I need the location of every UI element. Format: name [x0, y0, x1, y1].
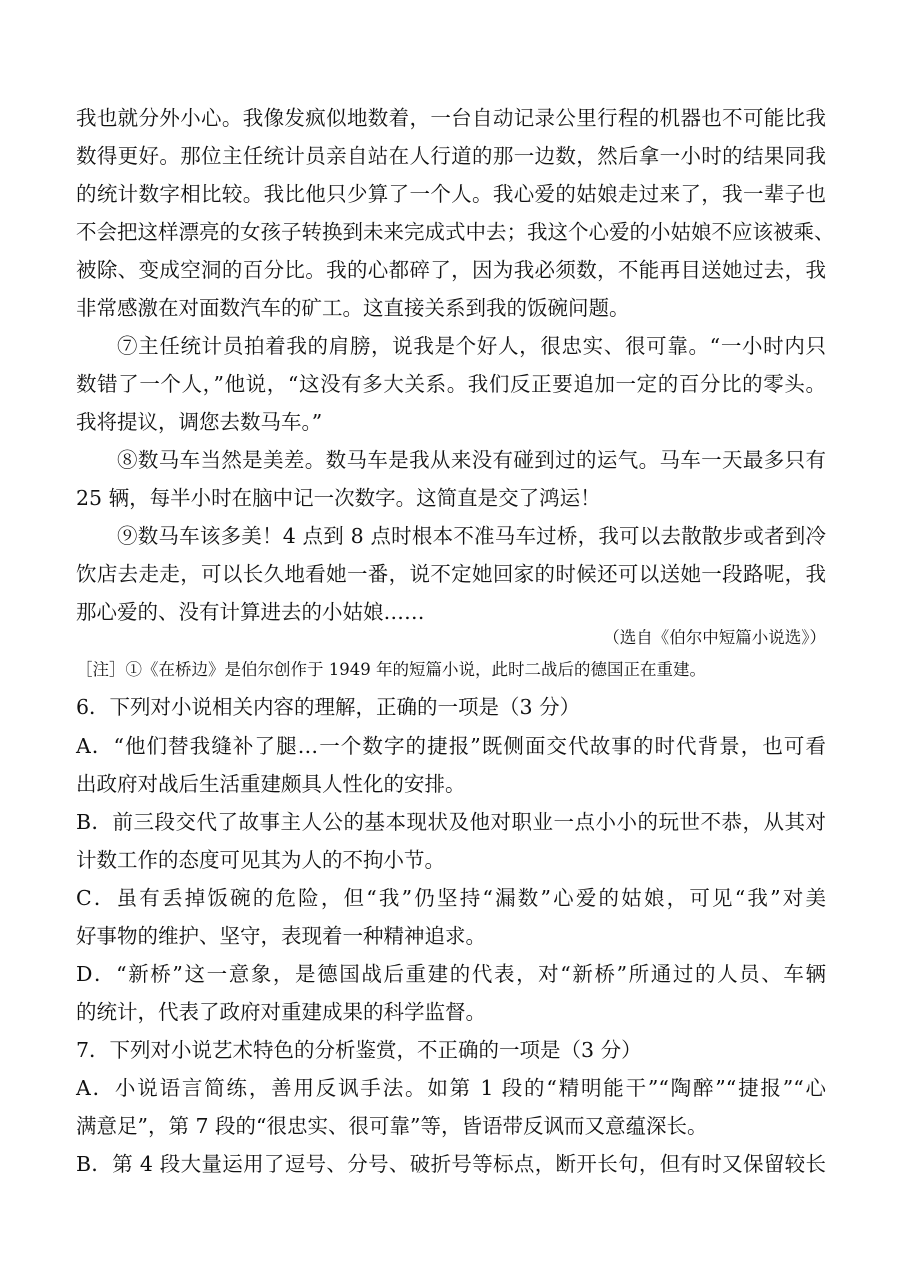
passage-line: 不会把这样漂亮的女孩子转换到未来完成式中去；我这个心爱的小姑娘不应该被乘、: [76, 220, 835, 244]
option-b-line: B．前三段交代了故事主人公的基本现状及他对职业一点小小的玩世不恭，从其对: [76, 810, 826, 834]
source-citation: （选自《伯尔中短篇小说选》）: [603, 628, 826, 647]
option-c-line: C．虽有丢掉饭碗的危险，但“我”仍坚持“漏数”心爱的姑娘，可见“我”对美: [76, 886, 826, 910]
option-a-line: A．“他们替我缝补了腿…一个数字的捷报”既侧面交代故事的时代背景，也可看: [76, 734, 826, 758]
passage-line: 我也就分外小心。我像发疯似地数着，一台自动记录公里行程的机器也不可能比我: [76, 106, 826, 130]
option-a-line: A．小说语言简练，善用反讽手法。如第 1 段的“精明能干”“陶醉”“捷报”“心: [76, 1076, 826, 1100]
question-stem: 7．下列对小说艺术特色的分析鉴赏，不正确的一项是（3 分）: [76, 1038, 642, 1062]
option-b-line: 计数工作的态度可见其为人的不拘小节。: [76, 848, 445, 872]
option-a-line: 满意足”，第 7 段的“很忠实、很可靠”等，皆语带反讽而又意蕴深长。: [76, 1114, 708, 1138]
passage-line: 我将提议，调您去数马车。”: [76, 410, 323, 434]
passage-line: 的统计数字相比较。我比他只少算了一个人。我心爱的姑娘走过来了，我一辈子也: [76, 182, 826, 206]
passage-line: 数得更好。那位主任统计员亲自站在人行道的那一边数，然后拿一小时的结果同我: [76, 144, 826, 168]
passage-line: ⑨数马车该多美！4 点到 8 点时根本不准马车过桥，我可以去散散步或者到冷: [117, 524, 826, 548]
passage-line: 数错了一个人，”他说，“这没有多大关系。我们反正要追加一定的百分比的零头。: [76, 372, 826, 396]
footnote: ［注］①《在桥边》是伯尔创作于 1949 年的短篇小说，此时二战后的德国正在重建。: [76, 660, 706, 679]
passage-line: ⑦主任统计员拍着我的肩膀，说我是个好人，很忠实、很可靠。“一小时内只: [117, 334, 826, 358]
passage-line: 那心爱的、没有计算进去的小姑娘……: [76, 600, 425, 624]
passage-line: ⑧数马车当然是美差。数马车是我从来没有碰到过的运气。马车一天最多只有: [117, 448, 826, 472]
passage-line: 饮店去走走，可以长久地看她一番，说不定她回家的时候还可以送她一段路呢，我: [76, 562, 826, 586]
option-b-line: B．第 4 段大量运用了逗号、分号、破折号等标点，断开长句，但有时又保留较长: [76, 1152, 826, 1176]
option-a-line: 出政府对战后生活重建颇具人性化的安排。: [76, 772, 466, 796]
passage-line: 非常感激在对面数汽车的矿工。这直接关系到我的饭碗问题。: [76, 296, 630, 320]
option-c-line: 好事物的维护、坚守，表现着一种精神追求。: [76, 924, 486, 948]
passage-line: 被除、变成空洞的百分比。我的心都碎了，因为我必须数，不能再目送她过去，我: [76, 258, 826, 282]
option-d-line: D．“新桥”这一意象，是德国战后重建的代表，对“新桥”所通过的人员、车辆: [76, 962, 826, 986]
option-d-line: 的统计，代表了政府对重建成果的科学监督。: [76, 1000, 486, 1024]
question-stem: 6．下列对小说相关内容的理解，正确的一项是（3 分）: [76, 695, 581, 719]
passage-line: 25 辆，每半小时在脑中记一次数字。这简直是交了鸿运！: [76, 486, 601, 510]
